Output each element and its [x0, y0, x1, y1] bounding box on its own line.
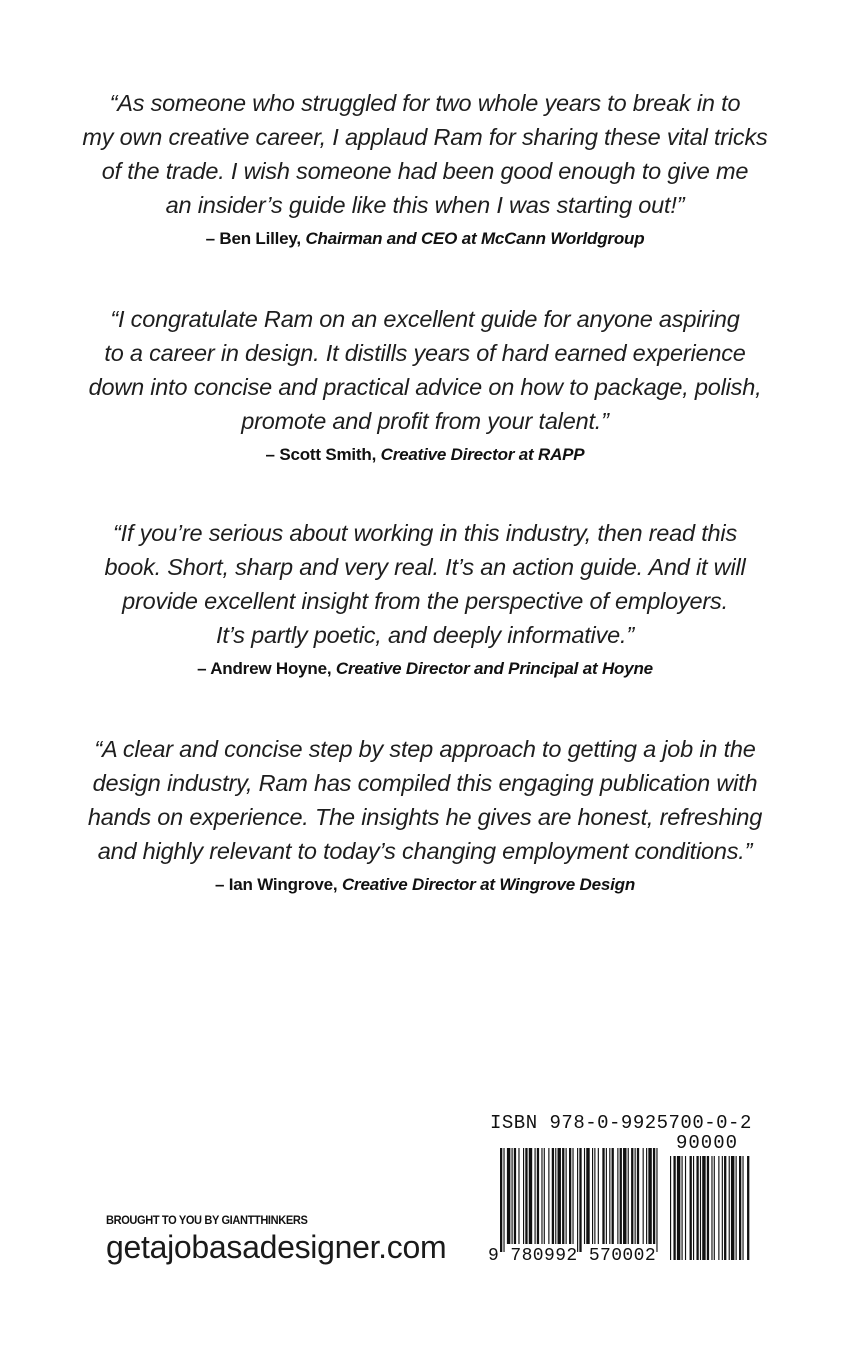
barcode-bar [606, 1148, 607, 1244]
barcode-bar [742, 1156, 743, 1260]
barcode-bar [512, 1148, 513, 1244]
barcode-bar [592, 1148, 593, 1244]
barcode-bar [718, 1156, 719, 1260]
quote-line: “I congratulate Ram on an excellent guide for anyone aspiring [110, 306, 740, 332]
barcode-bar [656, 1148, 657, 1252]
attribution-name: – Scott Smith, [265, 445, 377, 464]
attribution-role: Creative Director and Principal at Hoyne [335, 659, 653, 678]
addon-code: 90000 [676, 1132, 739, 1154]
brand-block [106, 1213, 446, 1266]
barcode-bar [714, 1156, 715, 1260]
barcode-bar [586, 1148, 589, 1244]
barcode-bar [739, 1156, 741, 1260]
barcode-bar [535, 1148, 536, 1244]
testimonial-quote [0, 302, 850, 438]
barcode-bar [602, 1148, 604, 1244]
barcode-bar [577, 1148, 578, 1252]
attribution-role: Creative Director at RAPP [380, 445, 585, 464]
barcode-bar [562, 1148, 564, 1244]
quote-line: “If you’re serious about working in this industry, then read this [113, 520, 737, 546]
barcode-bar [541, 1148, 542, 1244]
barcode-bar [685, 1156, 686, 1260]
barcode-bar [696, 1156, 698, 1260]
barcode-bar [529, 1148, 532, 1244]
barcode-bar [670, 1156, 671, 1260]
barcode-bar [736, 1156, 737, 1260]
quote-line: provide excellent insight from the perspective of employers. [122, 588, 728, 614]
barcode-bar [500, 1148, 502, 1252]
barcode-bar [637, 1148, 639, 1244]
testimonial-scott-smith [0, 302, 850, 467]
ean-digits: 9 780992 570002 [488, 1246, 657, 1266]
isbn-barcode [486, 1110, 762, 1270]
barcode-bar [523, 1148, 524, 1244]
testimonial-quote [0, 86, 850, 222]
barcode-bar [648, 1148, 651, 1244]
barcode-bar [646, 1148, 647, 1244]
barcode-bar [707, 1156, 709, 1260]
testimonial-ian-wingrove [0, 732, 850, 897]
barcode-bar [631, 1148, 633, 1244]
testimonial-attribution [0, 873, 850, 897]
quote-line: down into concise and practical advice on how to package, polish, [88, 374, 762, 400]
barcode-bar [569, 1148, 571, 1244]
barcode-bar [514, 1148, 516, 1244]
barcode-bar [690, 1156, 692, 1260]
quote-line: an insider’s guide like this when I was starting out!” [165, 192, 685, 218]
quote-line: design industry, Ram has compiled this engaging publication with [92, 770, 758, 796]
testimonial-andrew-hoyne [0, 516, 850, 681]
testimonial-quote [0, 516, 850, 652]
barcode-bar [558, 1148, 561, 1244]
barcode-bar [747, 1156, 749, 1260]
quote-line: to a career in design. It distills years of hard earned experience [104, 340, 746, 366]
brand-tagline: BROUGHT TO YOU BY GIANTTHINKERS [106, 1213, 308, 1227]
barcode-bar [555, 1148, 556, 1244]
attribution-name: – Ian Wingrove, [214, 875, 338, 894]
brand-url[interactable]: getajobasadesigner.com [106, 1229, 447, 1265]
quote-line: book. Short, sharp and very real. It’s an action guide. And it will [104, 554, 746, 580]
quote-line: my own creative career, I applaud Ram for sharing these vital tricks [82, 124, 768, 150]
quote-line: hands on experience. The insights he gives are honest, refreshing [87, 804, 763, 830]
barcode-bar [682, 1156, 683, 1260]
barcode-bar [722, 1156, 723, 1260]
attribution-name: – Ben Lilley, [205, 229, 301, 248]
barcode-bar [673, 1156, 675, 1260]
barcode-bar [572, 1148, 573, 1244]
barcode-bar [731, 1156, 734, 1260]
barcode-bar [594, 1148, 595, 1244]
quote-line: “As someone who struggled for two whole years to break in to [109, 90, 741, 116]
barcode-bar [677, 1156, 680, 1260]
barcode-bar [507, 1148, 510, 1244]
barcode-bar [579, 1148, 581, 1252]
barcode-bar [548, 1148, 549, 1244]
attribution-role: Chairman and CEO at McCann Worldgroup [305, 229, 645, 248]
testimonial-attribution [0, 657, 850, 681]
testimonial-attribution [0, 227, 850, 251]
isbn-label: ISBN 978-0-9925700-0-2 [490, 1112, 752, 1134]
quote-line: It’s partly poetic, and deeply informative.” [216, 622, 634, 648]
barcode-bar [617, 1148, 618, 1244]
barcode-bar [537, 1148, 539, 1244]
barcode-bar [635, 1148, 636, 1244]
barcode-bar [729, 1156, 730, 1260]
testimonial-quote [0, 732, 850, 868]
barcode-bar [503, 1148, 504, 1252]
barcode-bar [702, 1156, 705, 1260]
quote-line: and highly relevant to today’s changing employment conditions.” [97, 838, 753, 864]
barcode-bar [552, 1148, 554, 1244]
barcode-bar [620, 1148, 622, 1244]
barcode-bar [525, 1148, 527, 1244]
barcode-bar [598, 1148, 599, 1244]
testimonial-attribution [0, 443, 850, 467]
barcode-bar [566, 1148, 567, 1244]
barcode-bar [612, 1148, 614, 1244]
barcode-bar [711, 1156, 712, 1260]
attribution-name: – Andrew Hoyne, [197, 659, 332, 678]
quote-line: of the trade. I wish someone had been good enough to give me [101, 158, 749, 184]
barcode-bar [584, 1148, 585, 1244]
quote-line: promote and profit from your talent.” [241, 408, 609, 434]
barcode-bar [724, 1156, 726, 1260]
attribution-role: Creative Director at Wingrove Design [341, 875, 636, 894]
barcode-bar [609, 1148, 610, 1244]
barcode-bar [700, 1156, 701, 1260]
barcode-bar [544, 1148, 545, 1244]
barcode-bar [693, 1156, 694, 1260]
quote-line: “A clear and concise step by step approach to getting a job in the [94, 736, 756, 762]
barcode-bar [518, 1148, 519, 1244]
barcode-bar [623, 1148, 626, 1244]
testimonial-ben-lilley [0, 86, 850, 251]
barcode-bar [643, 1148, 644, 1244]
barcode-bar [628, 1148, 629, 1244]
barcode-bar [653, 1148, 655, 1244]
